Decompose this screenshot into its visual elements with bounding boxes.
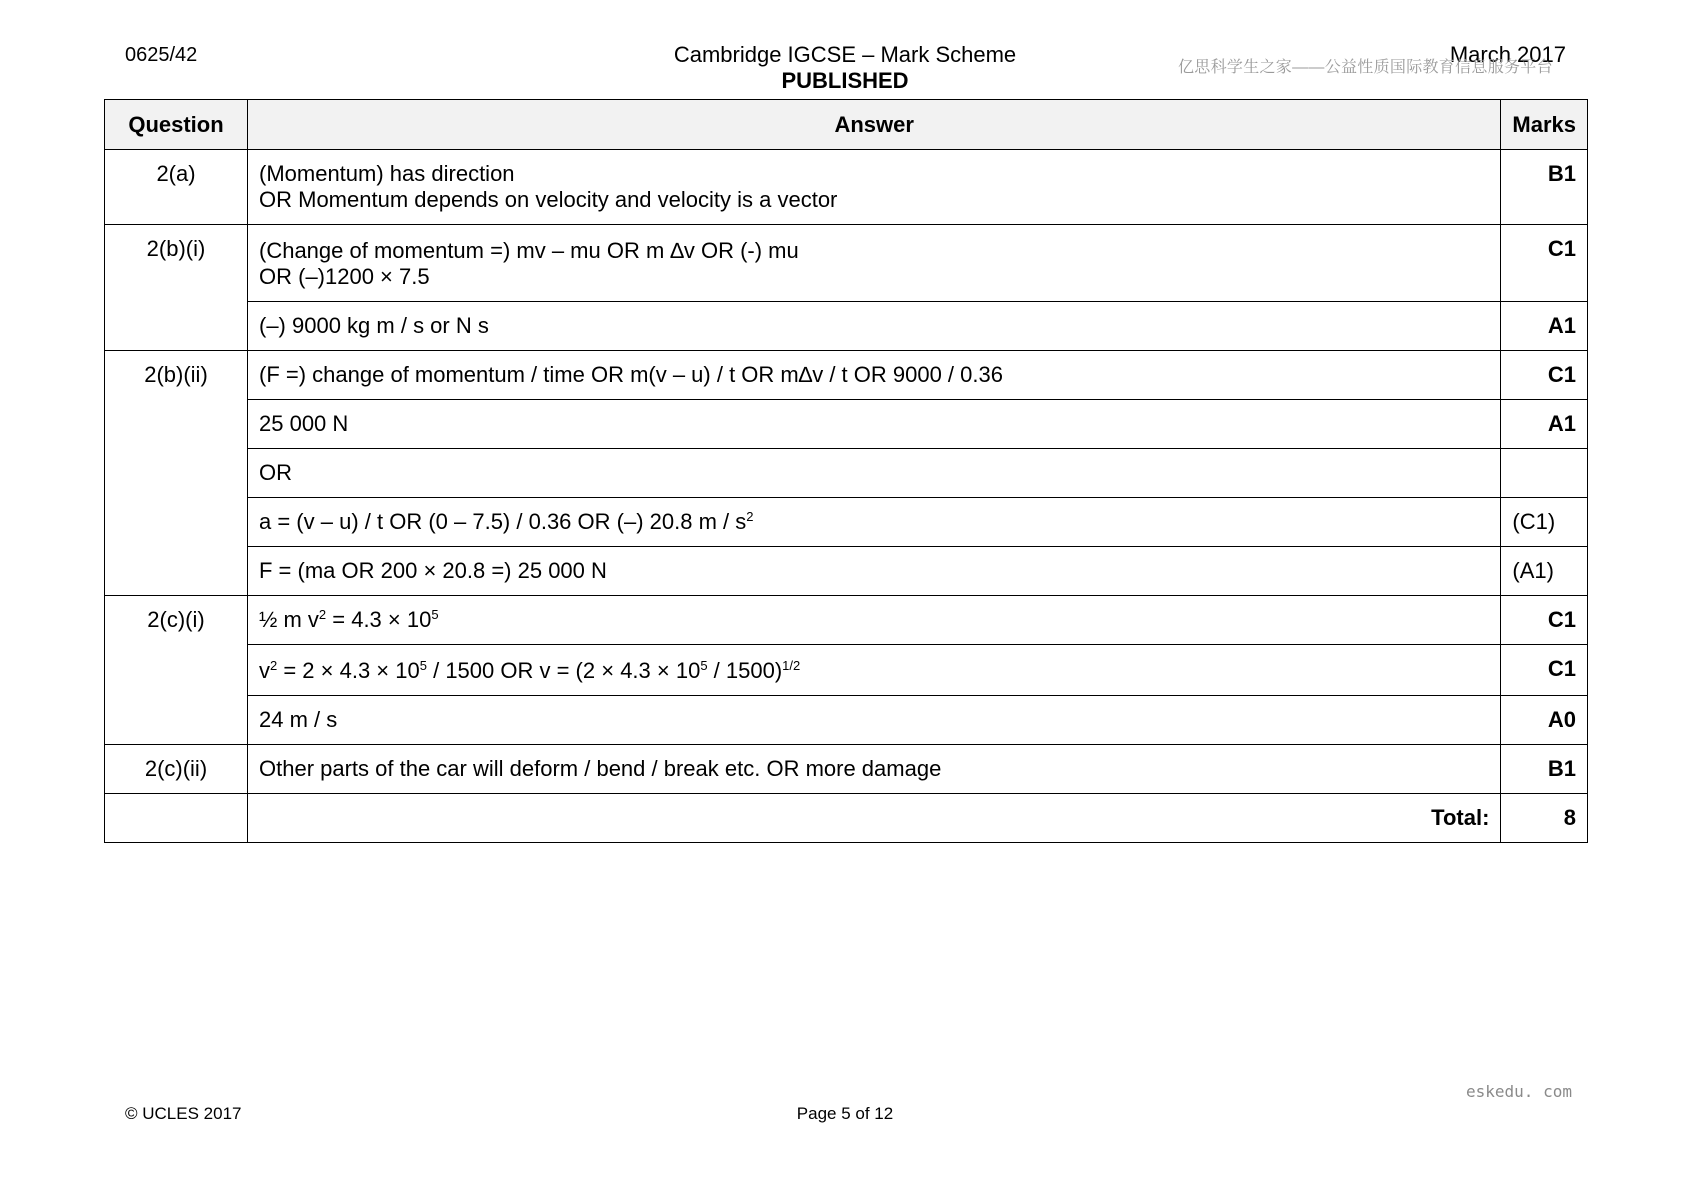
answer-cell: (F =) change of momentum / time OR m(v – u) / t OR m∆v / t OR 9000 / 0.36	[248, 351, 1501, 400]
page-number: Page 5 of 12	[796, 1104, 894, 1123]
answer-cell	[248, 150, 1501, 225]
mark-cell: (A1)	[1501, 547, 1588, 596]
answer-text: / 1500 OR v = (2 × 4.3 × 10	[426, 658, 701, 683]
answer-cell	[248, 498, 1501, 547]
paper-code: 0625/42	[125, 44, 198, 66]
total-row	[105, 794, 1588, 843]
question-column-header: Question	[105, 100, 248, 150]
mark-cell: A1	[1501, 400, 1588, 449]
mark-cell: C1	[1501, 596, 1588, 645]
table-row	[105, 696, 1588, 745]
table-row	[105, 302, 1588, 351]
table-row	[105, 449, 1588, 498]
answer-cell: 25 000 N	[248, 400, 1501, 449]
table-row	[105, 150, 1588, 225]
superscript: 5	[431, 607, 439, 622]
question-cell: 2(a)	[105, 150, 248, 225]
table-header-row	[105, 100, 1588, 150]
copyright: © UCLES 2017	[125, 1104, 242, 1123]
answer-text: a = (v – u) / t OR (0 – 7.5) / 0.36 OR (–) 20.8 m / s	[259, 509, 747, 534]
superscript: 2	[270, 658, 278, 673]
question-cell: 2(c)(i)	[105, 596, 248, 745]
answer-column-header: Answer	[248, 100, 1501, 150]
mark-cell: A0	[1501, 696, 1588, 745]
table-row	[105, 745, 1588, 794]
answer-cell: F = (ma OR 200 × 20.8 =) 25 000 N	[248, 547, 1501, 596]
mark-cell: C1	[1501, 225, 1588, 302]
answer-line: OR Momentum depends on velocity and velocity is a vector	[259, 187, 838, 212]
mark-cell: A1	[1501, 302, 1588, 351]
answer-cell: OR	[248, 449, 1501, 498]
superscript: 5	[700, 658, 708, 673]
answer-cell: 24 m / s	[248, 696, 1501, 745]
answer-text: ½ m v	[259, 607, 319, 632]
table-row	[105, 498, 1588, 547]
table-row	[105, 351, 1588, 400]
answer-text: v	[259, 658, 270, 683]
document-title: Cambridge IGCSE – Mark Scheme	[673, 42, 1017, 67]
empty-cell	[105, 794, 248, 843]
superscript: 1/2	[782, 658, 801, 673]
superscript: 2	[746, 509, 754, 524]
answer-text: = 2 × 4.3 × 10	[277, 658, 420, 683]
site-watermark: eskedu. com	[1466, 1082, 1572, 1101]
table-row	[105, 596, 1588, 645]
answer-cell	[248, 596, 1501, 645]
mark-cell: (C1)	[1501, 498, 1588, 547]
marks-column-header: Marks	[1501, 100, 1588, 150]
table-row	[105, 400, 1588, 449]
mark-scheme-table	[104, 99, 1588, 843]
total-value: 8	[1501, 794, 1588, 843]
total-label: Total:	[248, 794, 1501, 843]
answer-cell: (–) 9000 kg m / s or N s	[248, 302, 1501, 351]
mark-cell: C1	[1501, 351, 1588, 400]
answer-cell: Other parts of the car will deform / bend / break etc. OR more damage	[248, 745, 1501, 794]
question-cell: 2(b)(ii)	[105, 351, 248, 596]
watermark-text: 亿思科学生之家——公益性质国际教育信息服务平台	[1178, 59, 1553, 76]
table-row	[105, 225, 1588, 302]
question-cell: 2(c)(ii)	[105, 745, 248, 794]
mark-cell: C1	[1501, 645, 1588, 696]
table-row	[105, 645, 1588, 696]
answer-line: (Change of momentum =) mv – mu OR m ∆v OR (-) mu	[259, 238, 799, 263]
exam-date: March 2017	[1449, 42, 1566, 67]
mark-cell: B1	[1501, 745, 1588, 794]
answer-line: (Momentum) has direction	[259, 161, 515, 186]
mark-cell	[1501, 449, 1588, 498]
superscript: 2	[318, 607, 327, 622]
document-title-block	[560, 42, 1130, 94]
question-cell: 2(b)(i)	[105, 225, 248, 351]
superscript: 5	[419, 658, 427, 673]
table-row	[105, 547, 1588, 596]
mark-cell: B1	[1501, 150, 1588, 225]
answer-cell	[248, 645, 1501, 696]
answer-text: = 4.3 × 10	[326, 607, 432, 632]
answer-text: / 1500)	[707, 658, 783, 683]
answer-cell	[248, 225, 1501, 302]
publication-status: PUBLISHED	[781, 68, 909, 93]
answer-line: OR (–)1200 × 7.5	[259, 264, 430, 289]
